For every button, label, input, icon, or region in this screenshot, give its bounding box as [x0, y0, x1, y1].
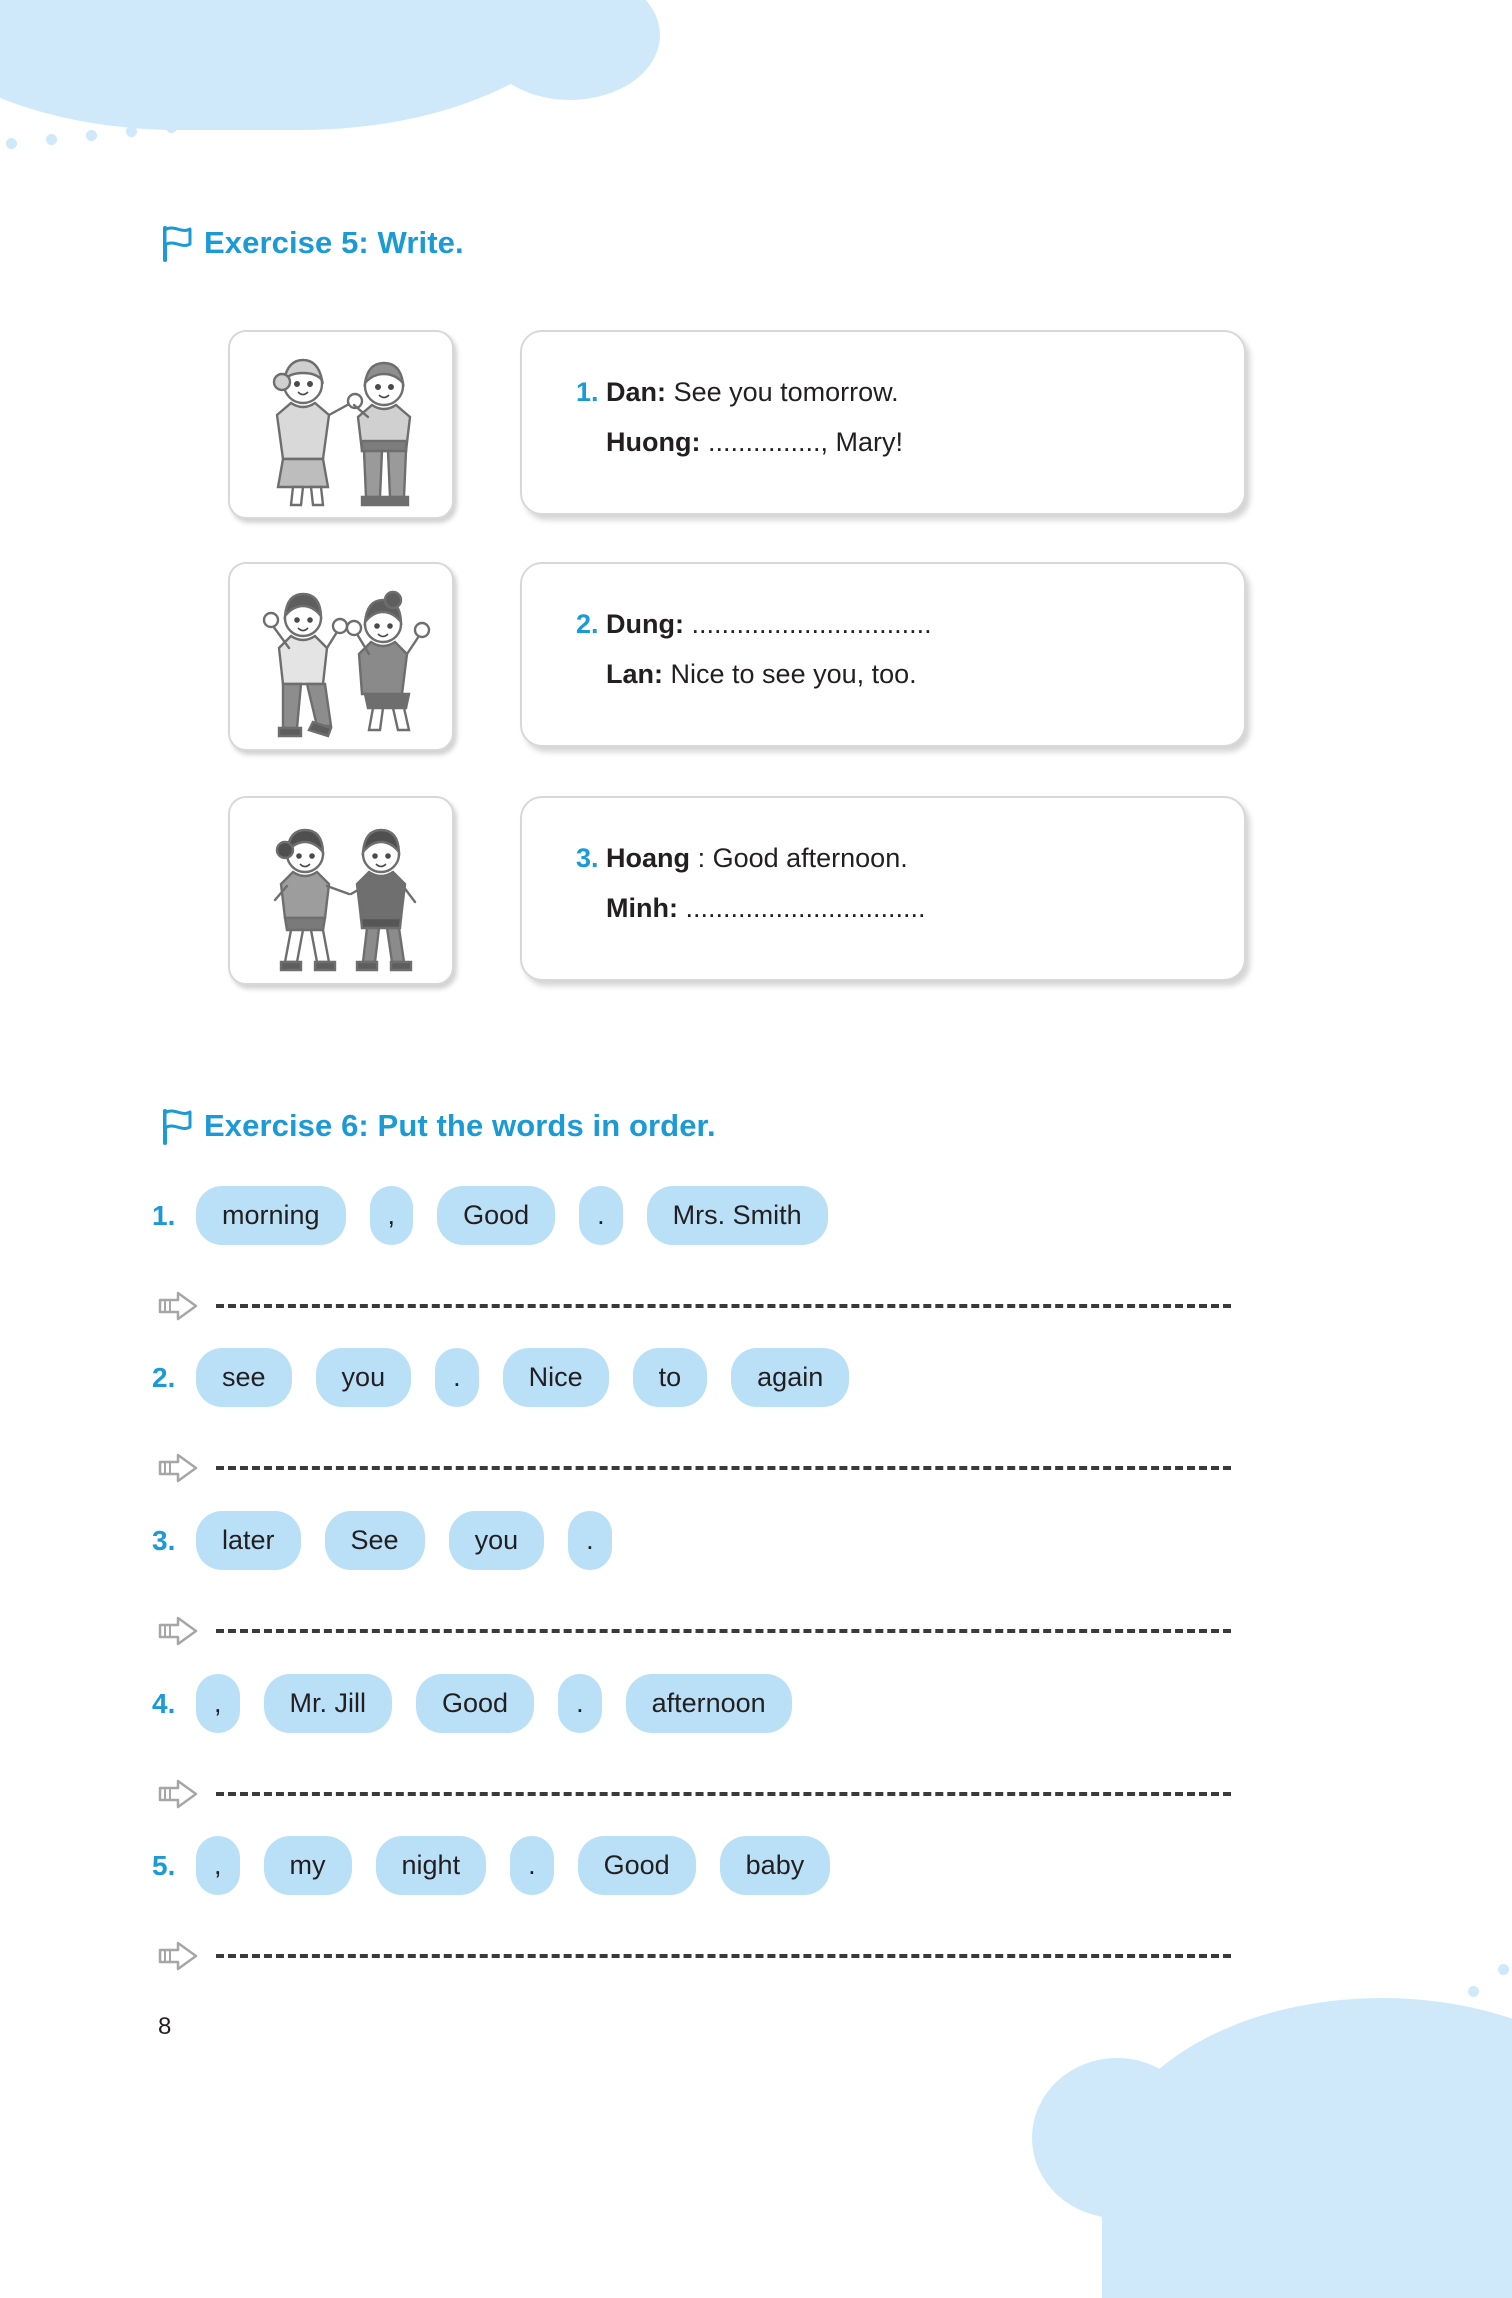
- order-row-5: [152, 1840, 858, 1891]
- dialog-row-1: [228, 330, 1246, 519]
- arrow-right-icon: [158, 1290, 202, 1322]
- question-number: 1.: [152, 1199, 176, 1231]
- word-chip[interactable]: .: [572, 1515, 608, 1566]
- word-chip[interactable]: ,: [200, 1840, 236, 1891]
- word-chip[interactable]: .: [439, 1352, 475, 1403]
- answer-row-1[interactable]: [158, 1290, 1231, 1322]
- word-chip[interactable]: .: [583, 1190, 619, 1241]
- dialog-number: 2.: [576, 609, 599, 639]
- exercise-6-heading: [152, 1105, 716, 1147]
- word-chip[interactable]: my: [268, 1840, 348, 1891]
- answer-line[interactable]: [216, 1629, 1231, 1633]
- dialog-row-3: [228, 796, 1246, 985]
- exercise-5-title: Exercise 5: Write.: [204, 225, 464, 260]
- answer-line[interactable]: [216, 1304, 1231, 1308]
- arrow-right-icon: [158, 1615, 202, 1647]
- question-number: 4.: [152, 1687, 176, 1719]
- dialog-speaker: Huong:: [606, 426, 701, 457]
- dialog-text: See you tomorrow.: [673, 377, 899, 407]
- arrow-right-icon: [158, 1452, 202, 1484]
- exercise-5-heading: [152, 222, 464, 264]
- word-chip[interactable]: See: [329, 1515, 421, 1566]
- word-chip[interactable]: .: [562, 1678, 598, 1729]
- dialog-text: Nice to see you, too.: [670, 658, 917, 689]
- arrow-right-icon: [158, 1778, 202, 1810]
- dialog-answer-blank[interactable]: ..............., Mary!: [707, 426, 904, 457]
- word-chip[interactable]: you: [453, 1515, 541, 1566]
- question-number: 2.: [152, 1361, 176, 1393]
- word-chip[interactable]: ,: [200, 1678, 236, 1729]
- word-chip[interactable]: Mr. Jill: [268, 1678, 389, 1729]
- word-chip[interactable]: see: [200, 1352, 288, 1403]
- dialog-line-2: [576, 418, 1216, 468]
- order-row-4: [152, 1678, 820, 1729]
- answer-line[interactable]: [216, 1466, 1231, 1470]
- flag-icon: [152, 222, 194, 264]
- order-row-2: [152, 1352, 877, 1403]
- dialog-bubble-3: [520, 796, 1246, 981]
- word-chip[interactable]: Good: [420, 1678, 530, 1729]
- answer-row-3[interactable]: [158, 1615, 1231, 1647]
- dialog-line-1: [576, 600, 1216, 650]
- word-chip[interactable]: ,: [374, 1190, 410, 1241]
- dialog-row-2: [228, 562, 1246, 751]
- flag-icon: [152, 1105, 194, 1147]
- order-row-1: [152, 1190, 856, 1241]
- answer-line[interactable]: [216, 1792, 1231, 1796]
- picture-two-children-shaking-hands: [228, 796, 454, 985]
- page-number: 8: [158, 2013, 172, 2040]
- question-number: 5.: [152, 1849, 176, 1881]
- answer-line[interactable]: [216, 1954, 1231, 1958]
- answer-row-2[interactable]: [158, 1452, 1231, 1484]
- word-chip[interactable]: Good: [441, 1190, 551, 1241]
- answer-row-4[interactable]: [158, 1778, 1231, 1810]
- dialog-number: 1.: [576, 377, 599, 407]
- order-row-3: [152, 1515, 640, 1566]
- word-chip[interactable]: morning: [200, 1190, 342, 1241]
- word-chip[interactable]: baby: [724, 1840, 827, 1891]
- arrow-right-icon: [158, 1940, 202, 1972]
- picture-two-children-greeting: [228, 562, 454, 751]
- dialog-number: 3.: [576, 843, 599, 873]
- word-chip[interactable]: afternoon: [630, 1678, 788, 1729]
- dialog-line-1: [576, 834, 1216, 884]
- dialog-speaker: Lan:: [606, 658, 663, 689]
- picture-two-children-waving-goodbye: [228, 330, 454, 519]
- word-chip[interactable]: you: [320, 1352, 408, 1403]
- exercise-6-title: Exercise 6: Put the words in order.: [204, 1108, 716, 1143]
- word-chip[interactable]: .: [514, 1840, 550, 1891]
- word-chip[interactable]: to: [637, 1352, 704, 1403]
- dialog-bubble-2: [520, 562, 1246, 747]
- word-chip[interactable]: Good: [582, 1840, 692, 1891]
- dialog-line-2: [576, 884, 1216, 934]
- dialog-speaker: Hoang: [606, 843, 691, 873]
- dialog-text: : Good afternoon.: [697, 843, 908, 873]
- dialog-speaker: Dan:: [606, 377, 667, 407]
- dialog-line-1: [576, 368, 1216, 418]
- dialog-speaker: Minh:: [606, 892, 678, 923]
- dialog-answer-blank[interactable]: ................................: [685, 892, 926, 923]
- word-chip[interactable]: again: [735, 1352, 845, 1403]
- word-chip[interactable]: night: [380, 1840, 483, 1891]
- dialog-speaker: Dung:: [606, 609, 685, 639]
- answer-row-5[interactable]: [158, 1940, 1231, 1972]
- dialog-line-2: [576, 650, 1216, 700]
- word-chip[interactable]: later: [200, 1515, 297, 1566]
- question-number: 3.: [152, 1524, 176, 1556]
- word-chip[interactable]: Mrs. Smith: [651, 1190, 824, 1241]
- word-chip[interactable]: Nice: [507, 1352, 605, 1403]
- dialog-answer-blank[interactable]: ................................: [691, 609, 932, 639]
- dialog-bubble-1: [520, 330, 1246, 515]
